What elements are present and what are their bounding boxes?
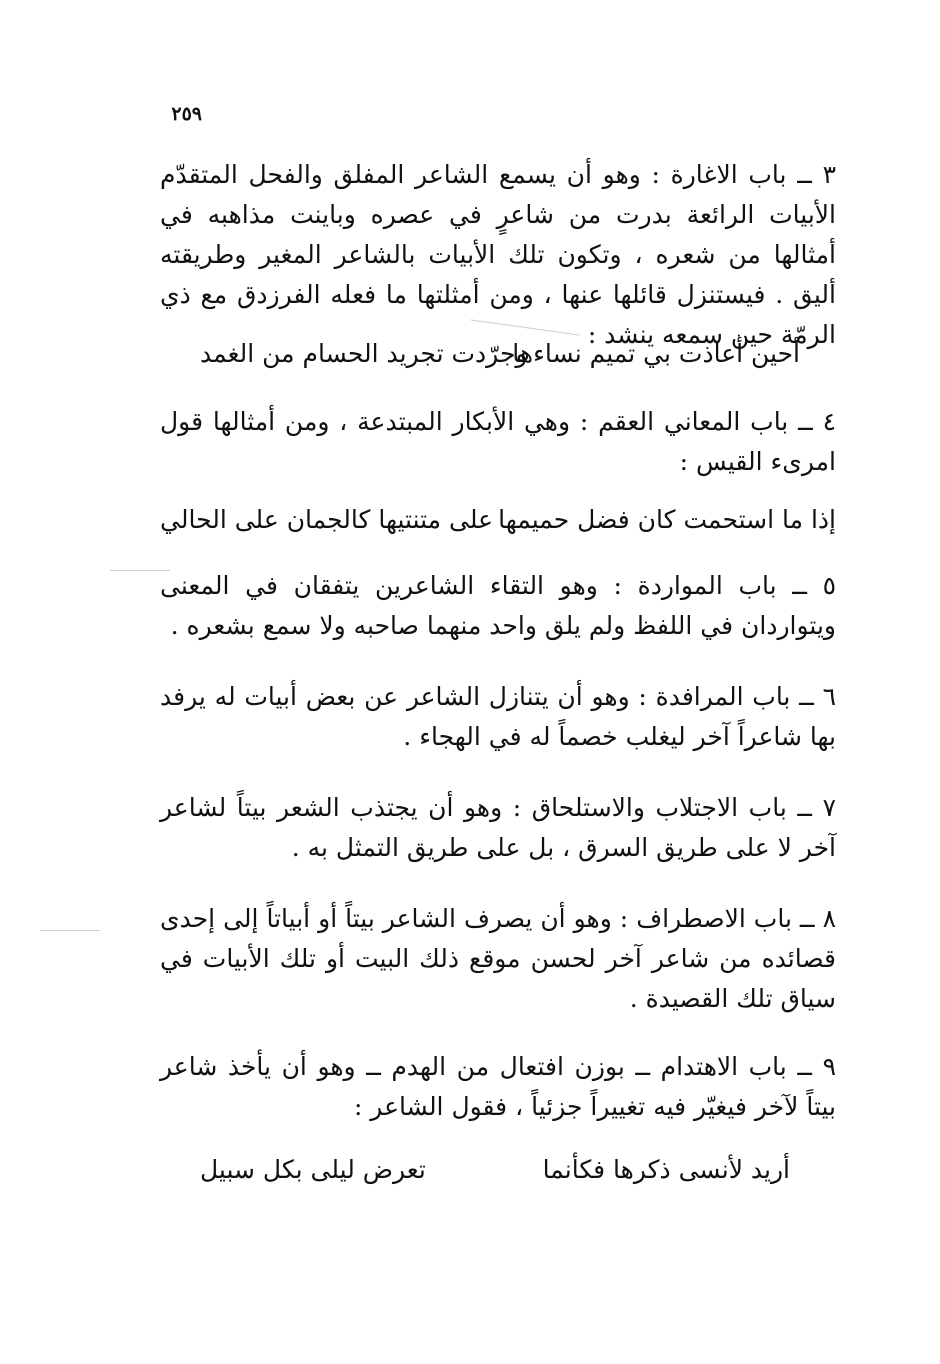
paragraph-bab-al-maani-al-uqm: ٤ ــ باب المعاني العقم : وهي الأبكار المبتدعة ، ومن أمثالها قول امرىء القيس : (160, 407, 836, 476)
verse-2-first-hemistich: إذا ما استحمت كان فضل حميمها (498, 505, 836, 534)
verse-1-first-hemistich: أحين أعاذت بي تميم نساءها (512, 339, 800, 368)
paragraph-bab-al-ihtidam: ٩ ــ باب الاهتدام ــ بوزن افتعال من الهدم ــ وهو أن يأخذ شاعر بيتاً لآخر فيغيّر فيه تغييراً جزئياً ، فقول الشاعر : (160, 1052, 836, 1121)
paragraph-bab-al-istiraf: ٨ ــ باب الاصطراف : وهو أن يصرف الشاعر بيتاً أو أبياتاً إلى إحدى قصائده من شاعر آخر لحسن موقع ذلك البيت أو تلك الأبيات في سياق تلك القصيدة . (160, 904, 836, 1013)
scan-artifact (110, 570, 170, 571)
paragraph-bab-al-murafada: ٦ ــ باب المرافدة : وهو أن يتنازل الشاعر عن بعض أبيات له يرفد بها شاعراً آخر ليغلب خصماً له في الهجاء . (160, 682, 836, 751)
verse-1-second-hemistich: وجرّدت تجريد الحسام من الغمد (200, 339, 528, 368)
paragraph-bab-al-ijtilab: ٧ ــ باب الاجتلاب والاستلحاق : وهو أن يجتذب الشعر بيتاً لشاعر آخر لا على طريق السرق ، بل على طريق التمثل به . (160, 793, 836, 862)
verse-3-first-hemistich: أريد لأنسى ذكرها فكأنما (542, 1155, 790, 1184)
paragraph-bab-al-ighara: ٣ ــ باب الاغارة : وهو أن يسمع الشاعر المفلق والفحل المتقدّم الأبيات الرائعة بدرت من شاعرٍ في عصره وباينت مذاهبه في أمثالها من شعره ، وتكون تلك الأبيات بالشاعر المغير وطريقته أليق . فيستنزل قائلها عنها ، ومن أمثلتها ما فعله الفرزدق مع ذي الرمّة حين سمعه ينشد : (160, 160, 836, 349)
verse-line-1 (200, 334, 800, 374)
scan-artifact (40, 930, 100, 931)
page-number: ٢٥٩ (171, 103, 202, 125)
verse-2-second-hemistich: على متنتيها كالجمان على الحالي (160, 505, 494, 534)
verse-line-2 (160, 500, 836, 540)
verse-3-second-hemistich: تعرض ليلى بكل سبيل (200, 1155, 426, 1184)
paragraph-bab-al-mawarada: ٥ ــ باب المواردة : وهو التقاء الشاعرين يتفقان في المعنى ويتواردان في اللفظ ولم يلق واحد منهما صاحبه ولا سمع بشعره . (160, 571, 836, 640)
verse-line-3 (200, 1150, 790, 1190)
